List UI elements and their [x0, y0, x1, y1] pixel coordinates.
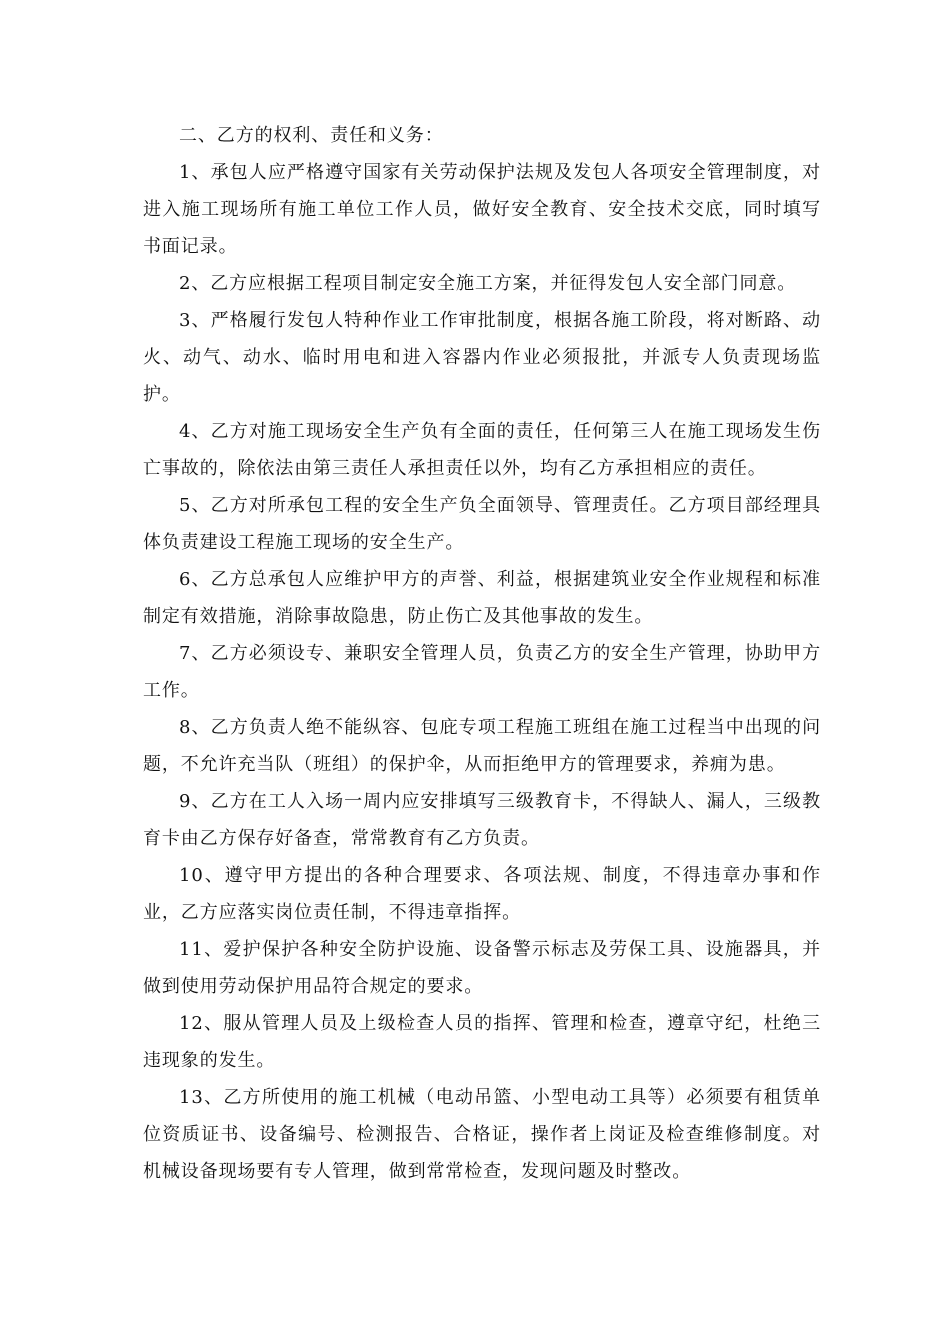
clause-4: 4、乙方对施工现场安全生产负有全面的责任，任何第三人在施工现场发生伤亡事故的，除依法由第三责任人承担责任以外，均有乙方承担相应的责任。 — [143, 421, 821, 479]
clause-5: 5、乙方对所承包工程的安全生产负全面领导、管理责任。乙方项目部经理具体负责建设工程施工现场的安全生产。 — [143, 495, 821, 553]
document-body — [143, 117, 821, 1190]
clause-8: 8、乙方负责人绝不能纵容、包庇专项工程施工班组在施工过程当中出现的问题，不允许充当队（班组）的保护伞，从而拒绝甲方的管理要求，养痈为患。 — [143, 717, 821, 775]
clause-11: 11、爱护保护各种安全防护设施、设备警示标志及劳保工具、设施器具，并做到使用劳动保护用品符合规定的要求。 — [143, 939, 821, 997]
clause-2: 2、乙方应根据工程项目制定安全施工方案，并征得发包人安全部门同意。 — [179, 273, 797, 294]
clause-12: 12、服从管理人员及上级检查人员的指挥、管理和检查，遵章守纪，杜绝三违现象的发生。 — [143, 1013, 821, 1071]
clause-3: 3、严格履行发包人特种作业工作审批制度，根据各施工阶段，将对断路、动火、动气、动水、临时用电和进入容器内作业必须报批，并派专人负责现场监护。 — [143, 310, 821, 405]
section-heading: 二、乙方的权利、责任和义务： — [179, 125, 444, 146]
clause-13: 13、乙方所使用的施工机械（电动吊篮、小型电动工具等）必须要有租赁单位资质证书、设备编号、检测报告、合格证，操作者上岗证及检查维修制度。对机械设备现场要有专人管理，做到常常检查，发现问题及时整改。 — [143, 1087, 821, 1182]
clause-7: 7、乙方必须设专、兼职安全管理人员，负责乙方的安全生产管理，协助甲方工作。 — [143, 643, 821, 701]
clause-10: 10、遵守甲方提出的各种合理要求、各项法规、制度，不得违章办事和作业，乙方应落实岗位责任制，不得违章指挥。 — [143, 865, 821, 923]
clause-1: 1、承包人应严格遵守国家有关劳动保护法规及发包人各项安全管理制度，对进入施工现场所有施工单位工作人员，做好安全教育、安全技术交底，同时填写书面记录。 — [143, 162, 821, 257]
clause-6: 6、乙方总承包人应维护甲方的声誉、利益，根据建筑业安全作业规程和标准制定有效措施，消除事故隐患，防止伤亡及其他事故的发生。 — [143, 569, 821, 627]
clause-9: 9、乙方在工人入场一周内应安排填写三级教育卡，不得缺人、漏人，三级教育卡由乙方保存好备查，常常教育有乙方负责。 — [143, 791, 821, 849]
